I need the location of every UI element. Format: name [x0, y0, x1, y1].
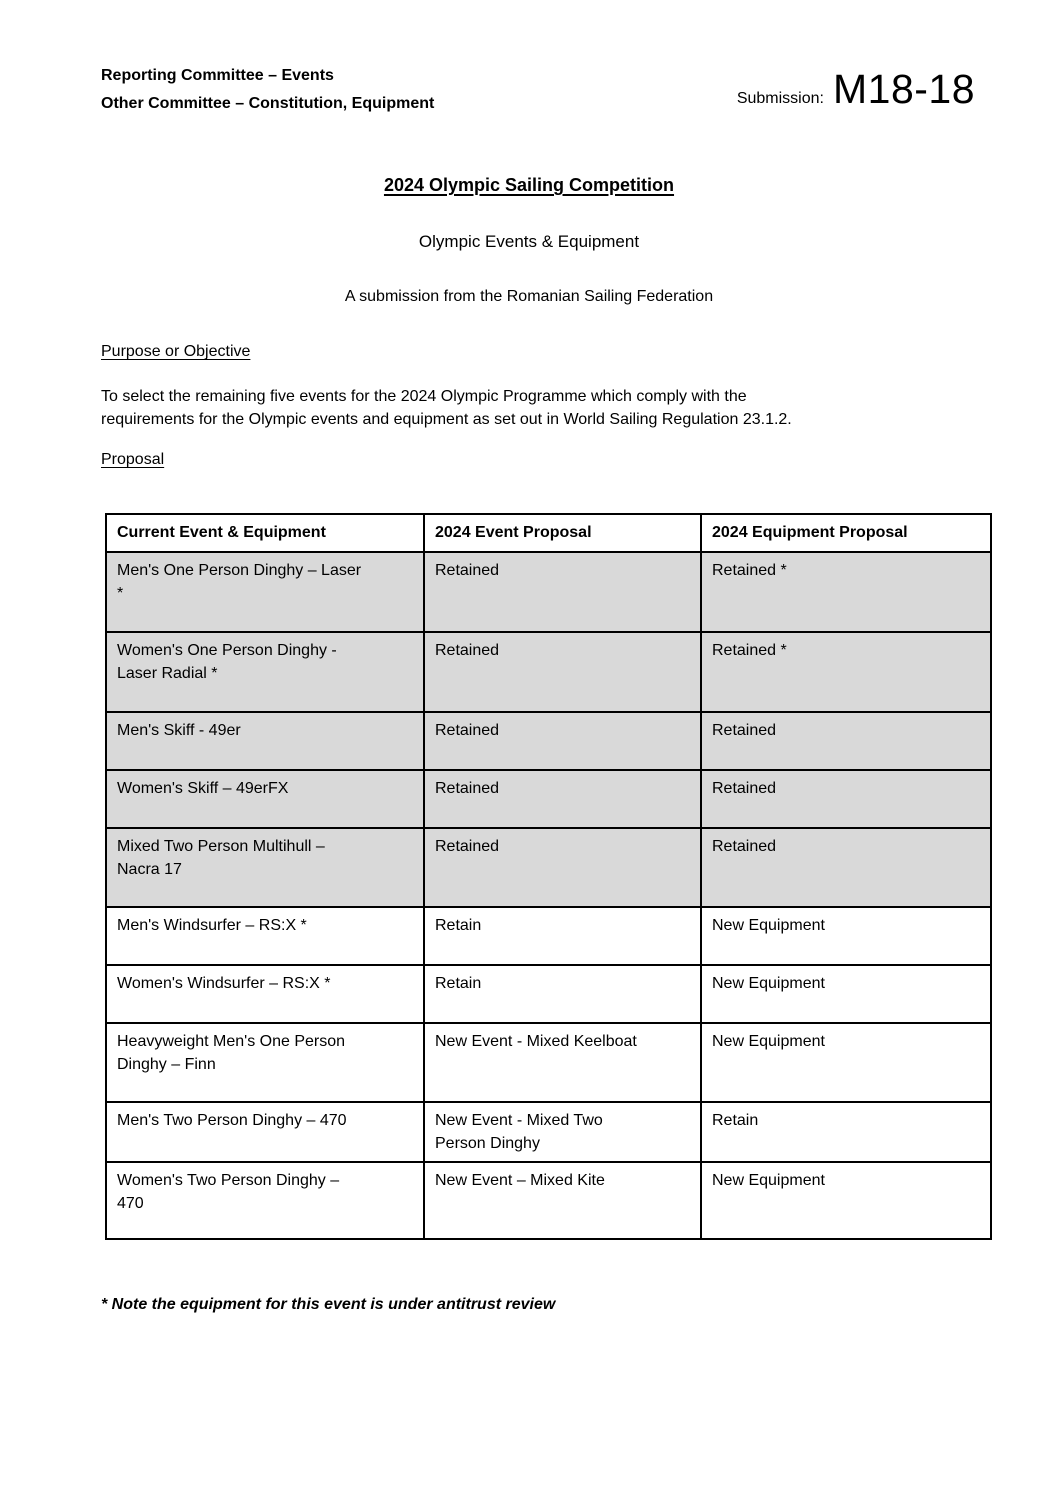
- table-cell: Retained: [424, 552, 701, 632]
- table-row: [106, 907, 991, 965]
- table-cell: Men's Skiff - 49er: [106, 712, 424, 770]
- table-row: [106, 1023, 991, 1102]
- table-row: [106, 552, 991, 632]
- proposal-heading: Proposal: [101, 451, 165, 468]
- table-cell: Retained: [424, 770, 701, 828]
- committee-header: [101, 62, 434, 118]
- proposal-table-body: [106, 552, 991, 1239]
- table-row: [106, 632, 991, 712]
- purpose-heading: Purpose or Objective: [101, 343, 251, 360]
- table-cell: Men's One Person Dinghy – Laser *: [106, 552, 424, 632]
- table-cell: New Event – Mixed Kite: [424, 1162, 701, 1239]
- table-cell: Women's One Person Dinghy - Laser Radial *: [106, 632, 424, 712]
- table-cell: New Event - Mixed Two Person Dinghy: [424, 1102, 701, 1162]
- submission-code: M18-18: [832, 66, 975, 112]
- antitrust-footnote: * Note the equipment for this event is under antitrust review: [101, 1296, 556, 1313]
- table-cell: New Equipment: [701, 1023, 991, 1102]
- table-cell: Retain: [701, 1102, 991, 1162]
- table-cell: New Event - Mixed Keelboat: [424, 1023, 701, 1102]
- table-cell: Retained: [701, 828, 991, 907]
- table-cell: Women's Two Person Dinghy – 470: [106, 1162, 424, 1239]
- table-cell: Heavyweight Men's One Person Dinghy – Finn: [106, 1023, 424, 1102]
- column-header-equipment-proposal: 2024 Equipment Proposal: [701, 514, 991, 552]
- table-cell: Retained: [701, 712, 991, 770]
- column-header-event-proposal: 2024 Event Proposal: [424, 514, 701, 552]
- table-cell: Retained: [424, 712, 701, 770]
- table-cell: New Equipment: [701, 965, 991, 1023]
- table-cell: New Equipment: [701, 907, 991, 965]
- table-cell: Retained: [701, 770, 991, 828]
- table-cell: Retain: [424, 907, 701, 965]
- table-row: [106, 1102, 991, 1162]
- table-cell: Retained: [424, 828, 701, 907]
- table-row: [106, 828, 991, 907]
- table-cell: Women's Skiff – 49erFX: [106, 770, 424, 828]
- proposal-table: [105, 513, 992, 1240]
- purpose-paragraph: To select the remaining five events for the 2024 Olympic Programme which comply with the requirements for the Olympic events and equipment as set out in World Sailing Regulation 23.1.2.: [101, 388, 792, 428]
- table-row: [106, 965, 991, 1023]
- table-cell: Retained *: [701, 552, 991, 632]
- table-cell: New Equipment: [701, 1162, 991, 1239]
- submission-header: [737, 66, 975, 113]
- table-row: [106, 712, 991, 770]
- table-cell: Men's Windsurfer – RS:X *: [106, 907, 424, 965]
- table-cell: Men's Two Person Dinghy – 470: [106, 1102, 424, 1162]
- table-cell: Retained *: [701, 632, 991, 712]
- submission-from-line: A submission from the Romanian Sailing Federation: [344, 288, 714, 305]
- table-cell: Retain: [424, 965, 701, 1023]
- reporting-committee-line: Reporting Committee – Events: [101, 67, 334, 84]
- table-row: [106, 770, 991, 828]
- table-header-row: [106, 514, 991, 552]
- table-cell: Women's Windsurfer – RS:X *: [106, 965, 424, 1023]
- other-committee-line: Other Committee – Constitution, Equipment: [101, 95, 435, 112]
- submission-label: Submission:: [736, 90, 824, 107]
- column-header-current-event: Current Event & Equipment: [106, 514, 424, 552]
- table-cell: Retained: [424, 632, 701, 712]
- document-subtitle: Olympic Events & Equipment: [418, 232, 640, 251]
- document-title: 2024 Olympic Sailing Competition: [383, 175, 675, 195]
- table-cell: Mixed Two Person Multihull – Nacra 17: [106, 828, 424, 907]
- table-row: [106, 1162, 991, 1239]
